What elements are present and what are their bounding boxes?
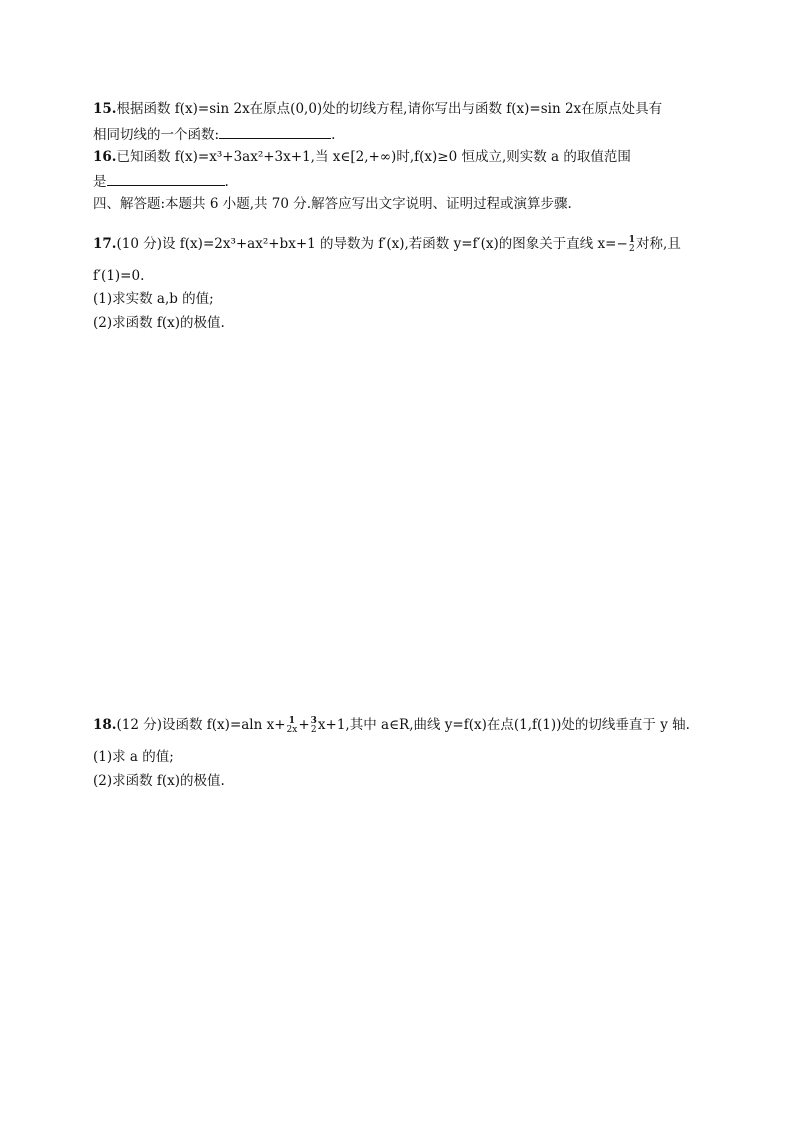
- q17-line1: [93, 234, 681, 254]
- q18-frac1-denominator: 2x: [286, 724, 298, 735]
- q17-frac-numerator: 1: [628, 234, 636, 245]
- q18-frac2-denominator: 2: [310, 724, 317, 735]
- q17-text-line1-end: 对称,且: [636, 236, 681, 252]
- q15-line1: [93, 99, 662, 119]
- q16-line2-end: .: [224, 174, 229, 190]
- q18-line1: [93, 715, 690, 735]
- q18-text-post: x+1,其中 a∈R,曲线 y=f(x)在点(1,f(1))处的切线垂直于 y 轴.: [317, 717, 690, 733]
- q16-line1: [93, 147, 631, 167]
- q16-answer-blank[interactable]: [107, 171, 225, 186]
- q15-text-line1: 根据函数 f(x)=sin 2x在原点(0,0)处的切线方程,请你写出与函数 f(x)=sin 2x在原点处具有: [116, 101, 663, 117]
- q15-text-line2: 相同切线的一个函数:: [93, 127, 220, 143]
- q16-number: 16.: [93, 149, 117, 165]
- q15-answer-blank[interactable]: [219, 124, 331, 139]
- q18-plus: +: [298, 717, 310, 733]
- q16-line2: [93, 171, 229, 192]
- section4-heading: 四、解答题:本题共 6 小题,共 70 分.解答应写出文字说明、证明过程或演算步骤.: [93, 196, 572, 212]
- q18-fraction-2: [311, 717, 317, 735]
- q18-fraction-1: [287, 717, 298, 735]
- q15-line2: [93, 124, 335, 145]
- q17-part2: (2)求函数 f(x)的极值.: [93, 315, 225, 331]
- q15-number: 15.: [93, 101, 117, 117]
- q15-line2-end: .: [331, 127, 336, 143]
- q16-text-line1: 已知函数 f(x)=x³+3ax²+3x+1,当 x∈[2,+∞)时,f(x)≥0 恒成立,则实数 a 的取值范围: [116, 149, 631, 165]
- q17-line2: f′(1)=0.: [93, 268, 145, 284]
- q17-text-line1: (10 分)设 f(x)=2x³+ax²+bx+1 的导数为 f′(x),若函数 y=f′(x)的图象关于直线 x=−: [116, 236, 628, 252]
- q18-number: 18.: [93, 717, 117, 733]
- q17-part1: (1)求实数 a,b 的值;: [93, 291, 214, 307]
- q17-number: 17.: [93, 236, 117, 252]
- q18-frac2-numerator: 3: [310, 715, 317, 726]
- q18-frac1-numerator: 1: [288, 715, 296, 726]
- q18-text-pre: (12 分)设函数 f(x)=aln x+: [116, 717, 286, 733]
- q17-frac-denominator: 2: [629, 243, 635, 254]
- q17-fraction: [629, 236, 635, 254]
- q16-text-line2: 是: [93, 174, 107, 190]
- q18-part1: (1)求 a 的值;: [93, 749, 174, 765]
- q18-part2: (2)求函数 f(x)的极值.: [93, 773, 225, 789]
